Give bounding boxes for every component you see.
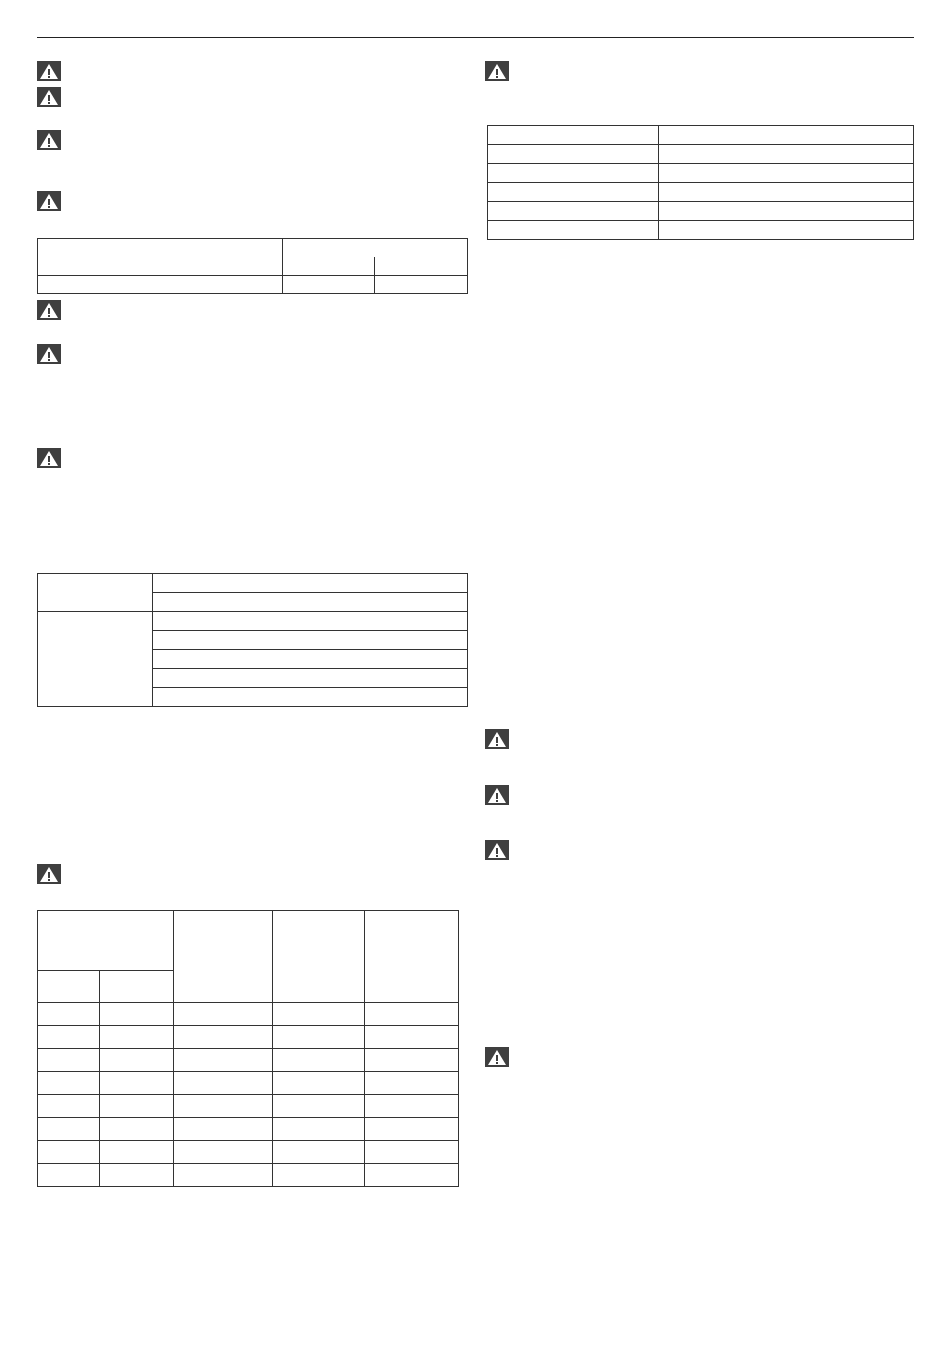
table-cell	[100, 1026, 174, 1049]
table-cell	[38, 1049, 100, 1072]
table-cell	[659, 126, 914, 145]
table-cell	[283, 239, 468, 276]
table-cell	[365, 911, 459, 1003]
table-cell	[38, 1164, 100, 1187]
table-cell	[365, 1141, 459, 1164]
table-cell	[273, 911, 365, 1003]
table-row	[38, 1164, 459, 1187]
table-cell	[174, 1164, 273, 1187]
warning-icon	[485, 61, 509, 81]
table-row	[38, 1118, 459, 1141]
table-cell	[153, 631, 468, 650]
table-row	[488, 221, 914, 240]
table-cell	[38, 612, 153, 707]
table-row	[38, 574, 468, 593]
table-row	[488, 126, 914, 145]
table-cell	[38, 1118, 100, 1141]
table-cell	[659, 202, 914, 221]
table-row	[488, 164, 914, 183]
table-cell	[153, 650, 468, 669]
table-cell	[38, 574, 153, 612]
table-cell	[488, 202, 659, 221]
warning-icon	[37, 61, 61, 81]
table-cell	[488, 126, 659, 145]
table-row	[488, 183, 914, 202]
table-row	[488, 202, 914, 221]
table-cell	[174, 911, 273, 1003]
table-cell	[174, 1072, 273, 1095]
table-cell	[38, 239, 283, 276]
table-cell	[38, 276, 283, 294]
table-cell	[38, 971, 100, 1003]
table-row	[38, 1095, 459, 1118]
warning-icon	[37, 130, 61, 150]
table-cell	[38, 1003, 100, 1026]
table-cell	[365, 1164, 459, 1187]
table-row	[38, 1141, 459, 1164]
table-cell	[365, 1003, 459, 1026]
table-cell	[375, 276, 468, 294]
table-cell	[100, 1141, 174, 1164]
table-cell	[273, 1026, 365, 1049]
table-cell	[38, 911, 174, 971]
table-row	[38, 276, 468, 294]
table-cell	[365, 1072, 459, 1095]
table-cell	[174, 1003, 273, 1026]
table-cell	[659, 164, 914, 183]
table-cell	[273, 1164, 365, 1187]
table-cell	[100, 1164, 174, 1187]
table-cell	[659, 221, 914, 240]
table-cell	[38, 1141, 100, 1164]
table-cell	[273, 1049, 365, 1072]
warning-icon	[37, 191, 61, 211]
table-row	[38, 1003, 459, 1026]
table-right	[487, 125, 914, 240]
table-grouped	[37, 573, 468, 707]
table-row	[488, 145, 914, 164]
table-cell	[273, 1003, 365, 1026]
warning-icon	[37, 344, 61, 364]
table-cell	[273, 1095, 365, 1118]
warning-icon	[485, 785, 509, 805]
table-cell	[153, 593, 468, 612]
table-cell	[488, 145, 659, 164]
table-cell	[488, 164, 659, 183]
table-row	[38, 239, 468, 276]
table-cell	[174, 1118, 273, 1141]
warning-icon	[37, 864, 61, 884]
table-cell	[174, 1026, 273, 1049]
table-cell	[38, 1095, 100, 1118]
warning-icon	[485, 1047, 509, 1067]
warning-icon	[37, 87, 61, 107]
table-row	[38, 1072, 459, 1095]
table-cell	[153, 688, 468, 707]
table-row	[38, 612, 468, 631]
table-cell	[153, 574, 468, 593]
table-row	[38, 911, 459, 971]
table-cell	[273, 1072, 365, 1095]
table-cell	[365, 1049, 459, 1072]
table-cell	[100, 1118, 174, 1141]
table-cell	[174, 1141, 273, 1164]
table-cell	[365, 1118, 459, 1141]
table-cell	[38, 1026, 100, 1049]
table-cell	[488, 183, 659, 202]
warning-icon	[37, 300, 61, 320]
table-large	[37, 910, 459, 1187]
table-divider	[374, 257, 375, 276]
table-cell	[365, 1026, 459, 1049]
table-cell	[100, 1003, 174, 1026]
header-rule	[37, 37, 914, 38]
table-cell	[488, 221, 659, 240]
table-cell	[273, 1118, 365, 1141]
table-cell	[283, 276, 375, 294]
table-cell	[100, 1095, 174, 1118]
warning-icon	[37, 448, 61, 468]
warning-icon	[485, 840, 509, 860]
table-cell	[174, 1049, 273, 1072]
table-cell	[659, 145, 914, 164]
table-row	[38, 1049, 459, 1072]
table-cell	[153, 612, 468, 631]
table-cell	[273, 1141, 365, 1164]
table-cell	[100, 1072, 174, 1095]
table-cell	[659, 183, 914, 202]
table-cell	[153, 669, 468, 688]
table-cell	[365, 1095, 459, 1118]
table-row	[38, 1026, 459, 1049]
table-cell	[100, 1049, 174, 1072]
table-cell	[38, 1072, 100, 1095]
warning-icon	[485, 729, 509, 749]
table-cell	[174, 1095, 273, 1118]
table-cell	[100, 971, 174, 1003]
table-specs-small	[37, 238, 468, 294]
